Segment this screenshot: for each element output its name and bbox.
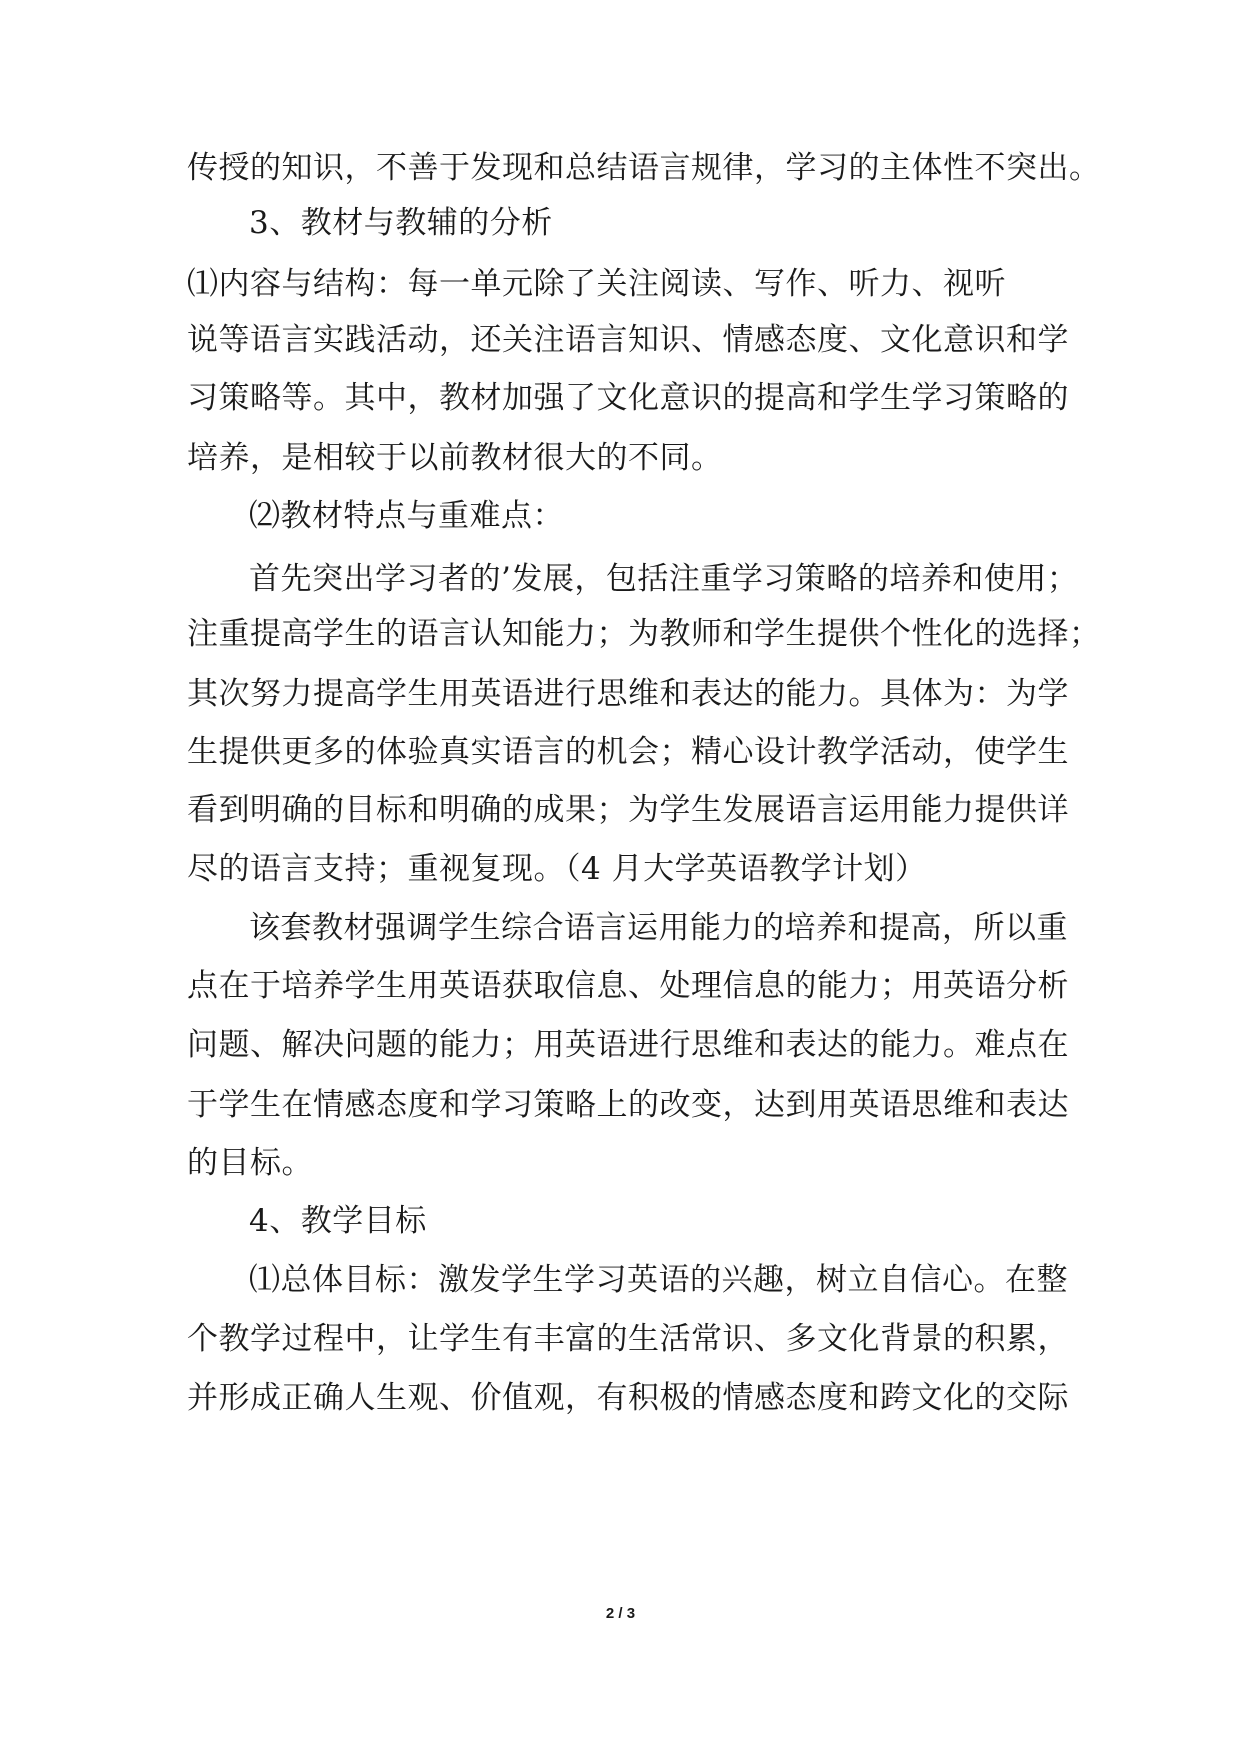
- body-line: 看到明确的目标和明确的成果；为学生发展语言运用能力提供详: [187, 792, 1069, 828]
- body-line: 说等语言实践活动，还关注语言知识、情感态度、文化意识和学: [187, 322, 1069, 358]
- body-line: 生提供更多的体验真实语言的机会；精心设计教学活动，使学生: [187, 734, 1069, 770]
- body-line: 并形成正确人生观、价值观，有积极的情感态度和跨文化的交际: [187, 1380, 1069, 1416]
- body-line: 培养，是相较于以前教材很大的不同。: [187, 440, 723, 476]
- section-heading: 3、教材与教辅的分析: [249, 205, 553, 241]
- body-line: 点在于培养学生用英语获取信息、处理信息的能力；用英语分析: [187, 968, 1069, 1004]
- body-line: 习策略等。其中，教材加强了文化意识的提高和学生学习策略的: [187, 380, 1069, 416]
- body-line: 传授的知识，不善于发现和总结语言规律，学习的主体性不突出。: [187, 150, 1101, 186]
- body-line: 该套教材强调学生综合语言运用能力的培养和提高，所以重: [249, 910, 1068, 946]
- body-line: ⑴内容与结构：每一单元除了关注阅读、写作、听力、视听: [187, 266, 1006, 302]
- body-line: 个教学过程中，让学生有丰富的生活常识、多文化背景的积累，: [187, 1321, 1069, 1357]
- body-line: 注重提高学生的语言认知能力；为教师和学生提供个性化的选择；: [187, 616, 1101, 652]
- body-line: 于学生在情感态度和学习策略上的改变，达到用英语思维和表达: [187, 1087, 1069, 1123]
- body-line: ⑴总体目标：激发学生学习英语的兴趣，树立自信心。在整: [249, 1262, 1068, 1298]
- body-line: 其次努力提高学生用英语进行思维和表达的能力。具体为：为学: [187, 676, 1069, 712]
- body-line: 首先突出学习者的’发展，包括注重学习策略的培养和使用；: [249, 561, 1079, 597]
- body-line: 尽的语言支持；重视复现。（4 月大学英语教学计划）: [187, 851, 927, 887]
- body-line: 问题、解决问题的能力；用英语进行思维和表达的能力。难点在: [187, 1027, 1069, 1063]
- section-heading: 4、教学目标: [249, 1203, 427, 1239]
- subsection-heading: ⑵教材特点与重难点：: [249, 498, 564, 534]
- page-number: 2 / 3: [605, 1605, 636, 1622]
- body-line: 的目标。: [187, 1145, 313, 1181]
